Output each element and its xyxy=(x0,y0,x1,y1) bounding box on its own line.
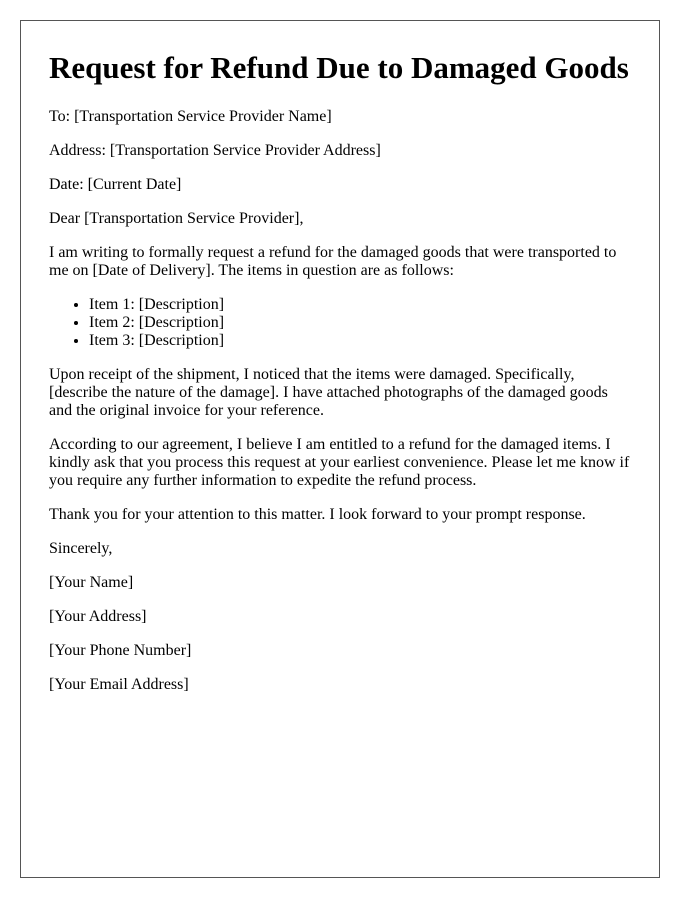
item-list xyxy=(49,296,631,350)
signature-email: [Your Email Address] xyxy=(49,676,189,693)
recipient-address: Address: [Transportation Service Provider Address] xyxy=(49,142,381,159)
list-item: • Item 2: [Description] xyxy=(89,314,631,332)
list-item: • Item 1: [Description] xyxy=(89,296,631,314)
damage-paragraph: Upon receipt of the shipment, I noticed that the items were damaged. Specifically, [describe the nature of the damage]. I have attached photographs of the damaged goods and the original invoice for your reference. xyxy=(49,366,608,419)
letter-title: Request for Refund Due to Damaged Goods xyxy=(49,50,629,85)
list-item: • Item 3: [Description] xyxy=(89,332,631,350)
signature-name: [Your Name] xyxy=(49,574,134,591)
thanks-paragraph: Thank you for your attention to this matter. I look forward to your prompt response. xyxy=(49,506,586,523)
closing: Sincerely, xyxy=(49,540,113,557)
agreement-paragraph: According to our agreement, I believe I am entitled to a refund for the damaged items. I kindly ask that you process this request at your earliest convenience. Please let me know if you require any further information to expedite the refund process. xyxy=(49,436,630,489)
signature-phone: [Your Phone Number] xyxy=(49,642,192,659)
recipient-name: To: [Transportation Service Provider Name] xyxy=(49,108,332,125)
letter-page xyxy=(20,20,660,878)
salutation: Dear [Transportation Service Provider], xyxy=(49,210,304,227)
letter-date: Date: [Current Date] xyxy=(49,176,182,193)
intro-paragraph: I am writing to formally request a refund for the damaged goods that were transported to me on [Date of Delivery]. The items in question are as follows: xyxy=(49,244,617,279)
signature-address: [Your Address] xyxy=(49,608,147,625)
